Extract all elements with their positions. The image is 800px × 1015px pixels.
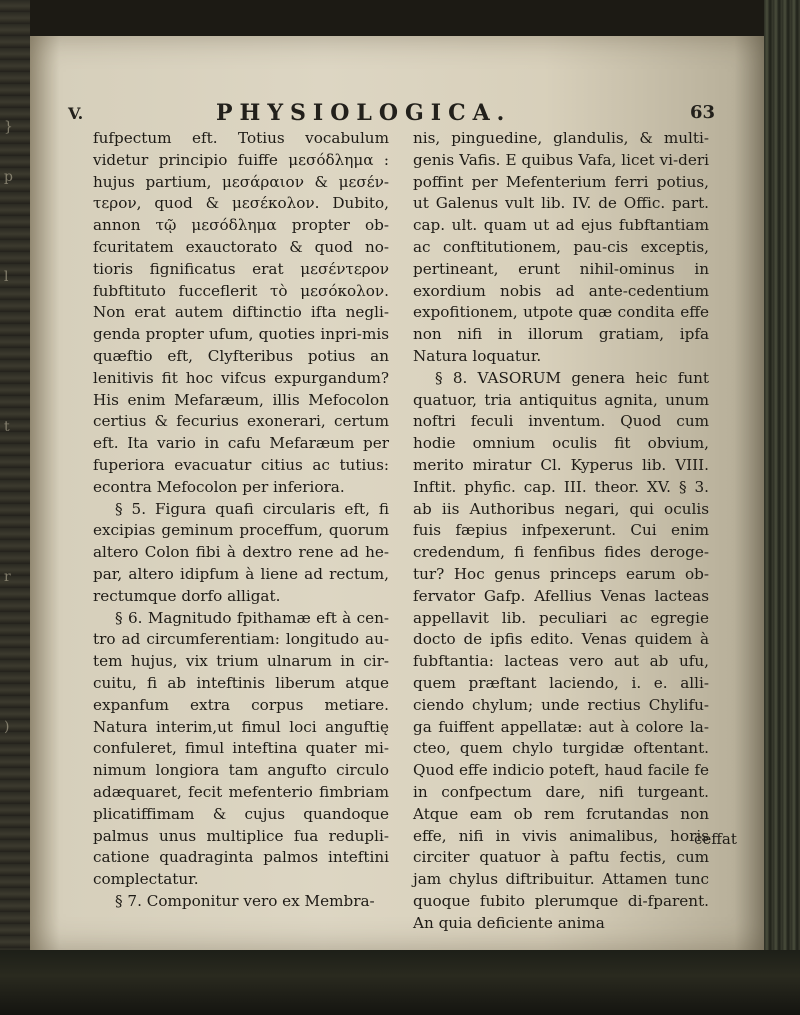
margin-mark: l <box>4 269 9 285</box>
right-column <box>413 128 709 934</box>
signature-mark: V. <box>68 104 84 123</box>
margin-mark: p <box>4 169 13 185</box>
margin-mark: r <box>4 569 11 585</box>
section-8: § 8. VASORUM genera heic funt quatuor, tria antiquitus agnita, unum noftri feculi inventum. Quod cum hodie omnium oculis fit obvium, merito miratur Cl. Kyperus lib. VIII. Inftit. phyfic. cap. III. theor. XV. § 3. ab iis Authoribus negari, qui oculis fuis fæpius infpexerunt. Cui enim credendum, fi fenfibus fides deroge-tur? Hoc genus princeps earum ob-fervator Gafp. Afellius Venas lacteas appellavit lib. peculiari ac egregie docto de ipfis edito. Venas quidem à fubftantia: lacteas vero aut ab ufu, quem præftant laciendo, i. e. alli-ciendo chylum; unde rectius Chylifu-ga fuiffent appellatæ: aut à colore la-cteo, quem chylo turgidæ oftentant. Quod effe indicio poteft, haud facile fe in confpectum dare, nifi turgeant. Atque eam ob rem fcrutandas non effe, nifi in vivis animalibus, horis circiter quatuor à paftu fectis, cum jam chylus diftribuitur. Attamen tunc quoque fubito plerumque di-fparent. An quia deficiente anima <box>413 368 709 932</box>
section-7: § 7. Componitur vero ex Membra- <box>115 891 375 910</box>
section-5: § 5. Figura quafi circularis eft, fi excipias geminum proceffum, quorum altero Colon fibi à dextro rene ad he-par, altero idipfum à liene ad rectum, rectumque dorfo alligat. <box>93 499 389 605</box>
margin-mark: } <box>4 119 13 135</box>
background-surface <box>0 950 800 1015</box>
paragraph: nis, pinguedine, glandulis, & multi-genis Vafis. E quibus Vafa, licet vi-deri poffint per Mefenterium ferri potius, ut Galenus vult lib. IV. de Offic. part. cap. ult. quam ut ad ejus fubftantiam ac conftitutionem, pau-cis exceptis, pertineant, erunt nihil-ominus in exordium nobis ad ante-cedentium expofitionem, utpote quæ condita effe non nifi in illorum gratiam, ipfa Natura loquatur. <box>413 129 709 365</box>
paragraph: fufpectum eft. Totius vocabulum videtur principio fuiffe μεσόδλημα : hujus partium, μεσάραιον & μεσέν-τερον, quod & μεσέκολον. Dubito, annon τῷ μεσόδλημα propter ob-fcuritatem exauctorato & quod no-tioris fignificatus erat μεσέντερον fubftituto fucceflerit τὸ μεσόκολον. Non erat autem diftinctio ifta negli-genda propter ufum, quoties inpri-mis quæftio eft, Clyfteribus potius an lenitivis fit hoc vifcus expurgandum? His enim Mefaræum, illis Mefocolon certius & fecurius exonerari, certum eft. Ita vario in cafu Mefaræum per fuperiora evacuatur citius ac tutius: econtra Mefocolon per inferiora. <box>93 129 389 496</box>
left-column <box>93 128 389 913</box>
page-number: 63 <box>690 102 716 123</box>
catchword: ceffat <box>694 830 737 848</box>
section-6: § 6. Magnitudo fpithamæ eft à cen-tro ad circumferentiam: longitudo au-tem hujus, vix trium ulnarum in cir-cuitu, fi ab inteftinis liberum atque expanfum extra corpus metiare. Natura interim,ut fimul loci anguftię confuleret, fimul inteftina quater mi-nimum longiora tam angufto circulo adæquaret, fecit mefenterio fimbriam plicatiffimam & cujus quandoque palmus unus multiplice fua redupli-catione quadraginta palmos inteftini complectatur. <box>93 608 389 889</box>
book-fore-edge <box>764 0 800 1015</box>
margin-mark: t <box>4 419 10 435</box>
running-title: PHYSIOLOGICA. <box>216 100 512 126</box>
adjacent-page-edge <box>0 0 30 1015</box>
margin-mark: ) <box>4 719 10 735</box>
